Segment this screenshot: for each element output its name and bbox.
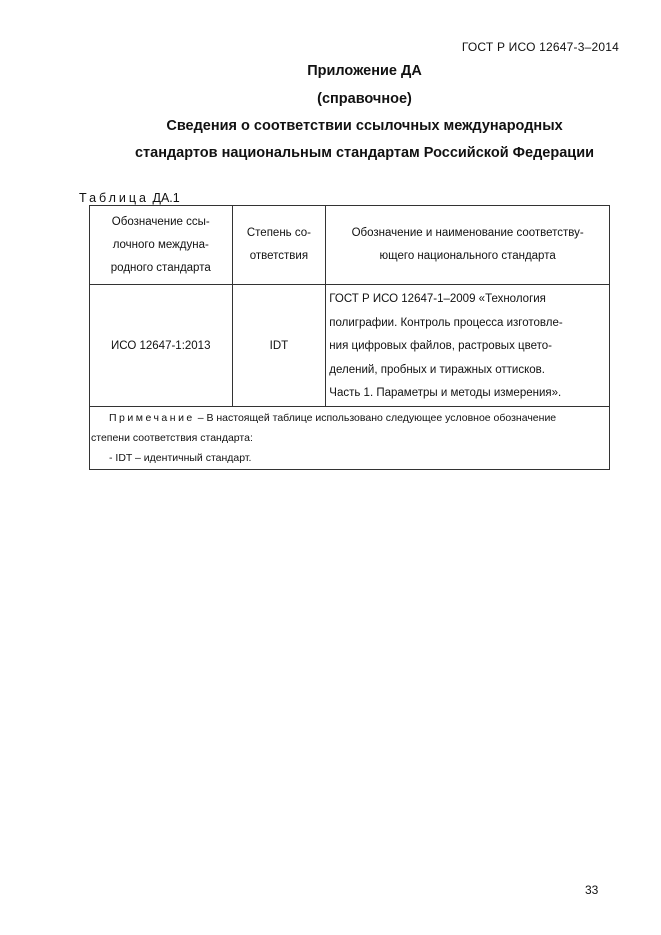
appendix-subtitle-line1: Сведения о соответствии ссылочных международных xyxy=(166,118,563,134)
header-intl-standard xyxy=(90,206,233,285)
appendix-title: Приложение ДА xyxy=(307,63,422,79)
header-national-standard-text: Обозначение и наименование соответству- ющего национального стандарта xyxy=(351,227,584,262)
document-code: ГОСТ Р ИСО 12647-3–2014 xyxy=(461,40,619,54)
note-line1 xyxy=(90,408,609,428)
table-header-row xyxy=(90,206,610,285)
correspondence-table xyxy=(89,205,610,470)
table-caption-word: Таблица xyxy=(79,191,150,205)
header-degree-text: Степень со- ответствия xyxy=(246,227,311,262)
header-degree xyxy=(232,206,326,285)
cell-intl-standard: ИСО 12647-1:2013 xyxy=(90,285,233,407)
table-caption-id: ДА.1 xyxy=(152,191,180,205)
cell-national-standard-text: ГОСТ Р ИСО 12647-1–2009 «Технология полиграфии. Контроль процесса изготовле- ния цифровых файлов, растровых цвето- делений, пробных и тиражных оттисков. Часть 1. Параметры и методы измерения». xyxy=(329,293,563,399)
header-national-standard xyxy=(326,206,610,285)
note-text3: - IDT – идентичный стандарт. xyxy=(109,452,252,464)
note-text1: – В настоящей таблице использовано следующее условное обозначение xyxy=(197,412,557,424)
table-caption xyxy=(79,191,180,205)
appendix-type: (справочное) xyxy=(317,91,412,107)
appendix-subtitle-line2: стандартов национальным стандартам Российской Федерации xyxy=(134,145,595,161)
cell-national-standard xyxy=(326,285,610,407)
table-note xyxy=(90,407,610,470)
header-intl-standard-text: Обозначение ссы- лочного междуна- родного стандарта xyxy=(110,215,211,274)
cell-degree: IDT xyxy=(232,285,326,407)
note-label: Примечание xyxy=(109,412,195,424)
table-row xyxy=(90,285,610,407)
page-number: 33 xyxy=(585,883,599,897)
table-note-row xyxy=(90,407,610,470)
note-text2: степени соответствия стандарта: xyxy=(91,432,253,444)
